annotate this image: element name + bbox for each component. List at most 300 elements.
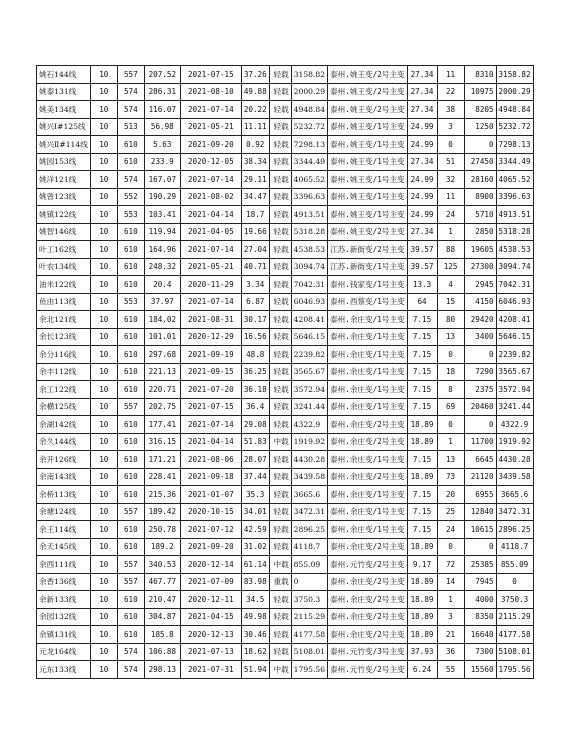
table-cell: 69: [437, 398, 464, 416]
table-cell: 0: [437, 136, 464, 154]
table-cell: 20: [437, 486, 464, 504]
table-cell: 8900: [464, 188, 496, 206]
table-cell: 3241.44: [496, 398, 533, 416]
table-cell: 610: [117, 153, 144, 171]
table-cell: 泰州.余庄变/1号主变: [328, 398, 407, 416]
table-cell: 0: [464, 538, 496, 556]
table-cell: 16.56: [241, 328, 269, 346]
table-cell: 5318.28: [291, 223, 327, 241]
data-table: [36, 65, 534, 679]
table-cell: 叶工162线: [37, 241, 91, 259]
table-cell: 10: [90, 66, 117, 84]
table-cell: 167.07: [144, 171, 180, 189]
table-cell: 3750.3: [496, 591, 533, 609]
table-cell: 10: [90, 503, 117, 521]
table-cell: 340.53: [144, 556, 180, 574]
table-cell: 2020-11-29: [180, 276, 241, 294]
table-cell: 164.96: [144, 241, 180, 259]
table-cell: 15: [437, 293, 464, 311]
table-cell: 4177.58: [291, 626, 327, 644]
table-cell: 4430.28: [496, 451, 533, 469]
table-cell: 10: [90, 171, 117, 189]
table-row: [37, 118, 534, 136]
table-cell: 余久144线: [37, 433, 91, 451]
table-cell: 3344.49: [496, 153, 533, 171]
table-cell: 2896.25: [496, 521, 533, 539]
table-cell: 2021-08-10: [180, 83, 241, 101]
table-row: [37, 101, 534, 119]
table-cell: 72: [437, 556, 464, 574]
table-cell: 574: [117, 101, 144, 119]
table-cell: 10: [90, 643, 117, 661]
table-cell: 3: [437, 608, 464, 626]
table-cell: 4948.84: [496, 101, 533, 119]
table-cell: 7.15: [407, 311, 437, 329]
table-cell: 40.71: [241, 258, 269, 276]
table-cell: 15560: [464, 661, 496, 679]
table-cell: 10: [90, 608, 117, 626]
table-cell: 557: [117, 573, 144, 591]
table-cell: 8310: [464, 66, 496, 84]
table-cell: 轻载: [269, 101, 291, 119]
table-cell: 3158.82: [496, 66, 533, 84]
table-cell: 13.3: [407, 276, 437, 294]
table-cell: 103.41: [144, 206, 180, 224]
table-cell: 11700: [464, 433, 496, 451]
table-cell: 4948.84: [291, 101, 327, 119]
table-cell: 泰州.元竹变/2号主变: [328, 661, 407, 679]
table-cell: 18.89: [407, 433, 437, 451]
table-cell: 553: [117, 206, 144, 224]
table-cell: 6.24: [407, 661, 437, 679]
table-cell: 泰州.余庄变/2号主变: [328, 468, 407, 486]
table-row: [37, 136, 534, 154]
table-cell: 泰州.余庄变/2号主变: [328, 416, 407, 434]
table-cell: 119.94: [144, 223, 180, 241]
table-cell: 24: [437, 206, 464, 224]
table-cell: 1919.92: [291, 433, 327, 451]
table-cell: 9.17: [407, 556, 437, 574]
table-cell: 36: [437, 643, 464, 661]
table-cell: 64: [407, 293, 437, 311]
table-cell: 0.92: [241, 136, 269, 154]
table-cell: 2020-10-15: [180, 503, 241, 521]
table-cell: 3665.6: [291, 486, 327, 504]
table-cell: 125: [437, 258, 464, 276]
table-cell: 2000.29: [291, 83, 327, 101]
table-cell: 1795.56: [496, 661, 533, 679]
table-cell: 10: [90, 416, 117, 434]
table-cell: 泰州.余庄变/1号主变: [328, 451, 407, 469]
table-cell: 20460: [464, 398, 496, 416]
table-row: [37, 556, 534, 574]
table-cell: 2021-07-14: [180, 171, 241, 189]
table-cell: 叶农134线: [37, 258, 91, 276]
table-cell: 余园132线: [37, 608, 91, 626]
table-cell: 轻载: [269, 521, 291, 539]
table-cell: 7.15: [407, 328, 437, 346]
table-cell: 姚曾123线: [37, 188, 91, 206]
table-cell: 泰州.姚王变/1号主变: [328, 171, 407, 189]
table-cell: 2021-04-15: [180, 608, 241, 626]
table-cell: 泰州.姚王变/2号主变: [328, 223, 407, 241]
table-cell: 4430.28: [291, 451, 327, 469]
table-cell: 泰州.钱家变/1号主变: [328, 276, 407, 294]
table-cell: 18.89: [407, 608, 437, 626]
table-cell: 39.57: [407, 241, 437, 259]
table-cell: 610: [117, 591, 144, 609]
table-cell: 3565.67: [291, 363, 327, 381]
table-cell: 6645: [464, 451, 496, 469]
table-cell: 3400: [464, 328, 496, 346]
table-cell: 2115.29: [496, 608, 533, 626]
table-cell: 10: [90, 451, 117, 469]
table-cell: 189.42: [144, 503, 180, 521]
table-row: [37, 223, 534, 241]
table-cell: 610: [117, 276, 144, 294]
table-cell: 余横125线: [37, 398, 91, 416]
table-cell: 轻载: [269, 293, 291, 311]
table-cell: 2021-08-06: [180, 451, 241, 469]
table-cell: 轻载: [269, 381, 291, 399]
table-cell: 姚美134线: [37, 101, 91, 119]
table-cell: 24.99: [407, 188, 437, 206]
table-cell: 1: [437, 433, 464, 451]
table-cell: 37.93: [407, 643, 437, 661]
table-cell: 56.98: [144, 118, 180, 136]
table-cell: 泰州.余庄变/1号主变: [328, 363, 407, 381]
table-cell: 7.15: [407, 503, 437, 521]
table-cell: 37.97: [144, 293, 180, 311]
table-cell: 25385: [464, 556, 496, 574]
table-cell: 泰州.余庄变/2号主变: [328, 433, 407, 451]
table-cell: 10: [90, 573, 117, 591]
table-cell: 10: [90, 293, 117, 311]
table-cell: 2021-04-05: [180, 223, 241, 241]
table-cell: 泰州.姚王变/1号主变: [328, 153, 407, 171]
table-cell: 元龙164线: [37, 643, 91, 661]
table-cell: 4538.53: [496, 241, 533, 259]
table-cell: 2021-07-14: [180, 416, 241, 434]
table-cell: 48.8: [241, 346, 269, 364]
table-row: [37, 573, 534, 591]
table-cell: 34.01: [241, 503, 269, 521]
table-cell: 10: [90, 363, 117, 381]
table-cell: 10: [90, 223, 117, 241]
table-cell: 21: [437, 626, 464, 644]
table-cell: 5646.15: [496, 328, 533, 346]
table-cell: 36.18: [241, 381, 269, 399]
table-cell: 27.34: [407, 153, 437, 171]
table-cell: 38: [437, 101, 464, 119]
table-cell: 574: [117, 171, 144, 189]
table-cell: 轻载: [269, 468, 291, 486]
table-cell: 2945: [464, 276, 496, 294]
table-cell: 轻载: [269, 416, 291, 434]
table-cell: 4208.41: [496, 311, 533, 329]
table-cell: 106.88: [144, 643, 180, 661]
table-cell: 20.22: [241, 101, 269, 119]
table-cell: 220.71: [144, 381, 180, 399]
table-cell: 7300: [464, 643, 496, 661]
table-row: [37, 363, 534, 381]
table-cell: 轻载: [269, 451, 291, 469]
table-row: [37, 381, 534, 399]
table-cell: 2021-09-18: [180, 468, 241, 486]
table-cell: 13: [437, 451, 464, 469]
table-cell: 中载: [269, 433, 291, 451]
table-cell: 油米122线: [37, 276, 91, 294]
table-cell: 5108.01: [496, 643, 533, 661]
table-row: [37, 451, 534, 469]
table-cell: 2239.82: [496, 346, 533, 364]
table-cell: 泰州.余庄变/1号主变: [328, 346, 407, 364]
table-cell: 557: [117, 556, 144, 574]
table-row: [37, 626, 534, 644]
table-cell: 4065.52: [291, 171, 327, 189]
table-cell: 4000: [464, 591, 496, 609]
table-cell: 4150: [464, 293, 496, 311]
table-cell: 3750.3: [291, 591, 327, 609]
table-row: [37, 311, 534, 329]
table-cell: 2021-05-21: [180, 258, 241, 276]
table-cell: 4913.51: [496, 206, 533, 224]
table-cell: 10975: [464, 83, 496, 101]
table-cell: 4065.52: [496, 171, 533, 189]
table-cell: 55: [437, 661, 464, 679]
table-cell: 2021-09-20: [180, 538, 241, 556]
table-cell: 88: [437, 241, 464, 259]
table-cell: 83.98: [241, 573, 269, 591]
table-row: [37, 468, 534, 486]
table-cell: 80: [437, 311, 464, 329]
table-cell: 557: [117, 398, 144, 416]
table-cell: 轻载: [269, 206, 291, 224]
table-cell: 36.4: [241, 398, 269, 416]
table-cell: 3396.63: [496, 188, 533, 206]
table-cell: 泰州.西蔡变/1号主变: [328, 293, 407, 311]
table-cell: 30.17: [241, 311, 269, 329]
table-row: [37, 241, 534, 259]
table-cell: 189.2: [144, 538, 180, 556]
table-cell: 江苏.新街变/2号主变: [328, 241, 407, 259]
table-cell: 0: [437, 538, 464, 556]
table-cell: 27.34: [407, 66, 437, 84]
table-cell: 余湖142线: [37, 416, 91, 434]
table-cell: 5710: [464, 206, 496, 224]
table-cell: 轻载: [269, 346, 291, 364]
table-row: [37, 293, 534, 311]
table-cell: 4208.41: [291, 311, 327, 329]
table-row: [37, 153, 534, 171]
table-cell: 574: [117, 661, 144, 679]
table-cell: 2021-08-31: [180, 311, 241, 329]
table-cell: 10: [90, 661, 117, 679]
table-cell: 29420: [464, 311, 496, 329]
table-cell: 221.13: [144, 363, 180, 381]
table-cell: 余长123线: [37, 328, 91, 346]
table-cell: 11.11: [241, 118, 269, 136]
table-cell: 0: [496, 573, 533, 591]
table-cell: 4118.7: [496, 538, 533, 556]
table-cell: 610: [117, 381, 144, 399]
table-cell: 610: [117, 451, 144, 469]
table-cell: 10: [90, 136, 117, 154]
table-cell: 31.02: [241, 538, 269, 556]
table-cell: 467.77: [144, 573, 180, 591]
table-cell: 610: [117, 311, 144, 329]
table-cell: 10: [90, 188, 117, 206]
table-cell: 610: [117, 538, 144, 556]
table-cell: 185.8: [144, 626, 180, 644]
table-cell: 10: [90, 433, 117, 451]
table-cell: 轻载: [269, 188, 291, 206]
table-cell: 泰州.元竹变/2号主变: [328, 556, 407, 574]
table-cell: 4538.53: [291, 241, 327, 259]
table-cell: 228.41: [144, 468, 180, 486]
table-cell: 泰州.余庄变/2号主变: [328, 591, 407, 609]
table-cell: 轻载: [269, 398, 291, 416]
table-cell: 610: [117, 241, 144, 259]
table-cell: 10: [90, 521, 117, 539]
table-cell: 855.09: [496, 556, 533, 574]
table-cell: 0: [437, 416, 464, 434]
table-cell: 余王114线: [37, 521, 91, 539]
table-cell: 2021-05-21: [180, 118, 241, 136]
table-cell: 286.31: [144, 83, 180, 101]
table-row: [37, 66, 534, 84]
table-cell: 1795.56: [291, 661, 327, 679]
table-cell: 27450: [464, 153, 496, 171]
table-cell: 泰州.余庄变/1号主变: [328, 486, 407, 504]
table-cell: 泰州.余庄变/1号主变: [328, 521, 407, 539]
table-cell: 6.87: [241, 293, 269, 311]
table-cell: 8350: [464, 608, 496, 626]
table-cell: 江苏.新街变/1号主变: [328, 258, 407, 276]
table-cell: 316.15: [144, 433, 180, 451]
table-cell: 24.99: [407, 136, 437, 154]
table-cell: 101.01: [144, 328, 180, 346]
table-cell: 余香136线: [37, 573, 91, 591]
table-cell: 10: [90, 241, 117, 259]
table-cell: 3439.58: [291, 468, 327, 486]
table-cell: 248.32: [144, 258, 180, 276]
table-cell: 10: [90, 118, 117, 136]
table-cell: 1250: [464, 118, 496, 136]
table-cell: 49.98: [241, 608, 269, 626]
table-cell: 27.34: [407, 223, 437, 241]
table-cell: 610: [117, 258, 144, 276]
table-cell: 2115.29: [291, 608, 327, 626]
table-cell: 10: [90, 626, 117, 644]
table-cell: 10: [90, 591, 117, 609]
table-cell: 轻载: [269, 153, 291, 171]
table-cell: 19.66: [241, 223, 269, 241]
table-cell: 泰州.姚王变/2号主变: [328, 101, 407, 119]
table-cell: 20.4: [144, 276, 180, 294]
table-cell: 轻载: [269, 258, 291, 276]
table-cell: 2021-07-31: [180, 661, 241, 679]
table-cell: 8: [437, 381, 464, 399]
table-cell: 2021-04-14: [180, 206, 241, 224]
table-row: [37, 206, 534, 224]
table-cell: 余开126线: [37, 451, 91, 469]
table-cell: 5.63: [144, 136, 180, 154]
table-cell: 7.15: [407, 363, 437, 381]
table-cell: 574: [117, 643, 144, 661]
table-cell: 610: [117, 136, 144, 154]
table-cell: 610: [117, 416, 144, 434]
table-cell: 3158.82: [291, 66, 327, 84]
table-row: [37, 171, 534, 189]
table-row: [37, 188, 534, 206]
table-cell: 轻载: [269, 223, 291, 241]
table-cell: 2020-12-29: [180, 328, 241, 346]
table-cell: 4: [437, 276, 464, 294]
table-cell: 184.02: [144, 311, 180, 329]
table-cell: 18.89: [407, 538, 437, 556]
table-cell: 轻载: [269, 538, 291, 556]
table-cell: 18.7: [241, 206, 269, 224]
table-cell: 10: [90, 346, 117, 364]
table-cell: 7290: [464, 363, 496, 381]
table-cell: 18.89: [407, 416, 437, 434]
table-cell: 泰州.姚王变/1号主变: [328, 136, 407, 154]
table-cell: 21120: [464, 468, 496, 486]
table-cell: 10: [90, 486, 117, 504]
table-cell: 8205: [464, 101, 496, 119]
table-cell: 3.34: [241, 276, 269, 294]
table-cell: 10: [90, 328, 117, 346]
table-cell: 2850: [464, 223, 496, 241]
table-cell: 10: [90, 83, 117, 101]
table-cell: 51.94: [241, 661, 269, 679]
table-cell: 5108.01: [291, 643, 327, 661]
table-cell: 2896.25: [291, 521, 327, 539]
table-row: [37, 328, 534, 346]
table-row: [37, 276, 534, 294]
table-cell: 泰州.余庄变/2号主变: [328, 626, 407, 644]
table-row: [37, 433, 534, 451]
table-cell: 泰州.姚王变/1号主变: [328, 188, 407, 206]
table-cell: 2021-07-12: [180, 521, 241, 539]
table-cell: 1: [437, 223, 464, 241]
table-cell: 4177.58: [496, 626, 533, 644]
table-cell: 7.15: [407, 346, 437, 364]
table-cell: 鱼由113线: [37, 293, 91, 311]
table-cell: 6046.93: [291, 293, 327, 311]
table-cell: 轻载: [269, 118, 291, 136]
table-cell: 34.47: [241, 188, 269, 206]
table-cell: 855.09: [291, 556, 327, 574]
table-cell: 29.08: [241, 416, 269, 434]
table-cell: 7.15: [407, 486, 437, 504]
table-cell: 7.15: [407, 451, 437, 469]
table-cell: 35.3: [241, 486, 269, 504]
table-cell: 13: [437, 328, 464, 346]
table-cell: 姚洋121线: [37, 171, 91, 189]
table-cell: 泰州.余庄变/2号主变: [328, 608, 407, 626]
table-cell: 3665.6: [496, 486, 533, 504]
table-cell: 姚兴Ⅰ#125线: [37, 118, 91, 136]
table-cell: 18.89: [407, 591, 437, 609]
table-cell: 557: [117, 66, 144, 84]
table-cell: 3094.74: [496, 258, 533, 276]
table-cell: 7042.31: [291, 276, 327, 294]
table-cell: 233.9: [144, 153, 180, 171]
table-cell: 0: [464, 346, 496, 364]
table-cell: 6955: [464, 486, 496, 504]
